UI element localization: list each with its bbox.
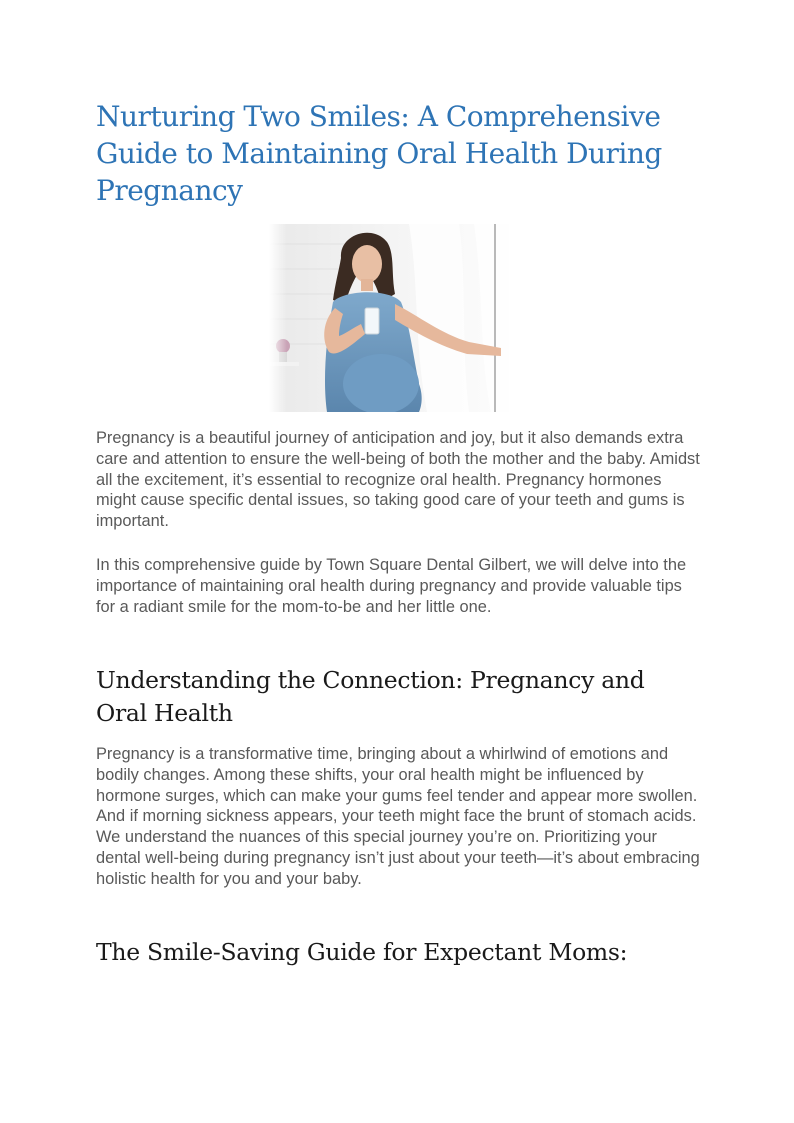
pregnant-woman-photo-icon (269, 224, 538, 412)
section-heading: Understanding the Connection: Pregnancy and Oral Health (96, 666, 645, 727)
hero-image (269, 224, 538, 412)
intro-paragraph: In this comprehensive guide by Town Square Dental Gilbert, we will delve into the importance of maintaining oral health during pregnancy and provide valuable tips for a radiant smile for the mom-to-be and her little one. (96, 556, 687, 616)
page-title: Nurturing Two Smiles: A Comprehensive Guide to Maintaining Oral Health During Pregnancy (96, 100, 662, 207)
section-body: Pregnancy is a transformative time, bringing about a whirlwind of emotions and bodily changes. Among these shifts, your oral health might be influenced by hormone surges, which can make your gums feel tender and appear more swollen. And if morning sickness appears, your teeth might face the brunt of stomach acids. We understand the nuances of this special journey you’re on. Prioritizing your dental well-being during pregnancy isn’t just about your teeth—it’s about embracing holistic health for you and your baby. (96, 745, 700, 888)
intro-paragraph: Pregnancy is a beautiful journey of anticipation and joy, but it also demands extra care and attention to ensure the well-being of both the mother and the baby. Amidst all the excitement, it’s essential to recognize oral health. Pregnancy hormones might cause specific dental issues, so taking good care of your teeth and gums is important. (96, 429, 700, 531)
section-heading: The Smile-Saving Guide for Expectant Moms: (96, 938, 628, 966)
